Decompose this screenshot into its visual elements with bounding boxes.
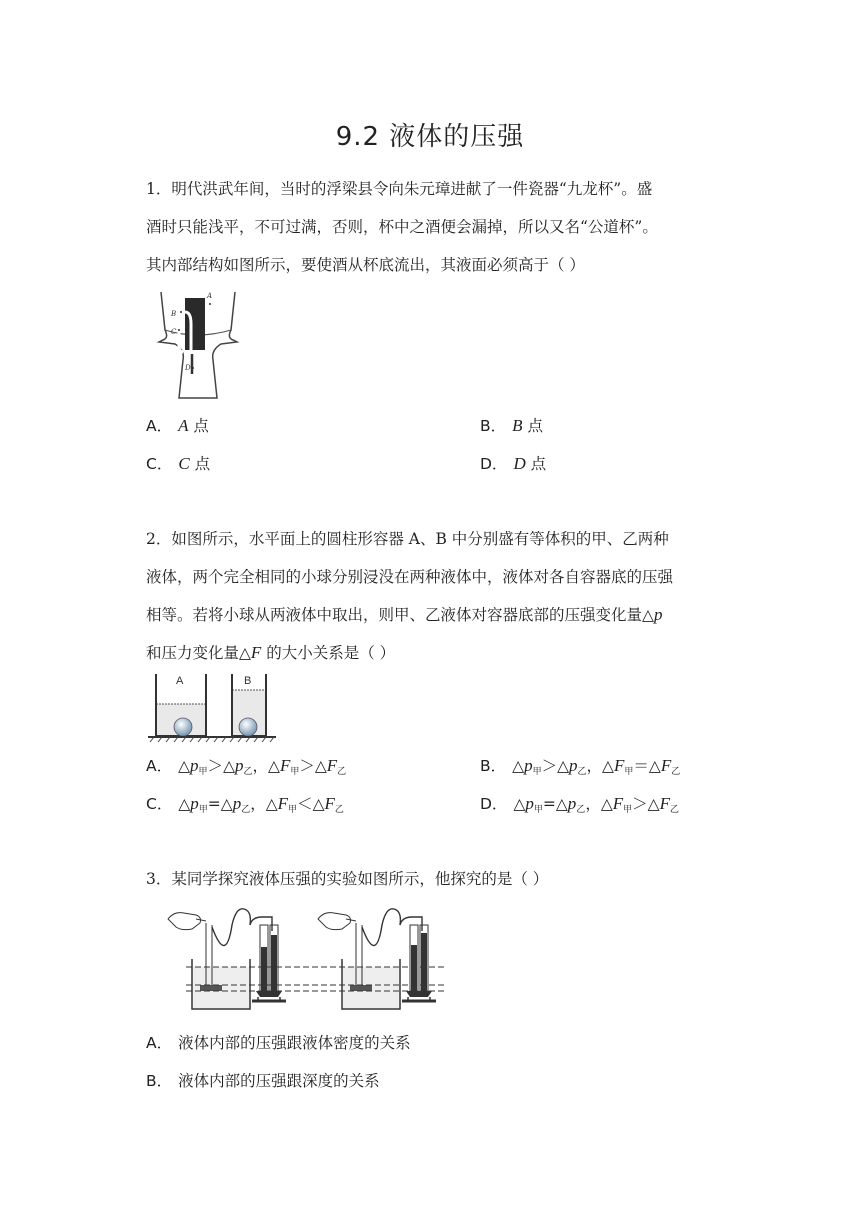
question-3-line-1: 3．某同学探究液体压强的实验如图所示，他探究的是（ ） [146, 870, 549, 888]
figure-1-label-d: D [185, 364, 191, 372]
nine-dragon-cup-figure [155, 290, 240, 402]
question-3-option-a[interactable]: A． 液体内部的压强跟液体密度的关系 [146, 1034, 411, 1052]
question-1-option-d[interactable]: D． D 点 [480, 454, 547, 473]
question-1-line-1: 1．明代洪武年间，当时的浮梁县令向朱元璋进献了一件瓷器“九龙杯”。盛 [146, 180, 653, 198]
question-2-line-1: 2．如图所示，水平面上的圆柱形容器 A、B 中分别盛有等体积的甲、乙两种 [146, 530, 669, 548]
question-2-line-3: 相等。若将小球从两液体中取出，则甲、乙液体对容器底部的压强变化量△p [146, 605, 663, 624]
page-title: 9.2 液体的压强 [335, 122, 525, 152]
question-1-option-c[interactable]: C． C 点 [146, 454, 211, 473]
question-2-line-4: 和压力变化量△F 的大小关系是（ ） [146, 643, 396, 662]
question-2-line-2: 液体，两个完全相同的小球分别浸没在两种液体中，液体对各自容器底的压强 [146, 568, 674, 586]
question-2-option-a[interactable]: A． $\triangle p_甲>\triangle p_乙$，$\triangle F_甲>\triangle F_乙$ [146, 756, 347, 777]
container-a-label: A [176, 675, 184, 687]
container-b-label: B [244, 675, 252, 687]
question-1-line-2: 酒时只能浅平，不可过满，否则，杯中之酒便会漏掉，所以又名“公道杯”。 [146, 218, 658, 236]
pressure-experiment-figure [166, 905, 466, 1015]
question-2-stem [146, 520, 746, 672]
figure-1-label-b: B [171, 310, 177, 318]
question-1-stem [146, 170, 726, 284]
question-1-line-3: 其内部结构如图所示，要使酒从杯底流出，其液面必须高于（ ） [146, 256, 585, 274]
question-3-stem [146, 860, 726, 898]
figure-1-label-a: A [207, 292, 213, 300]
question-1-option-a[interactable]: A． A 点 [146, 416, 209, 435]
containers-figure [146, 670, 281, 745]
question-1-option-b[interactable]: B． B 点 [480, 416, 543, 435]
question-2-option-c[interactable]: C． $\triangle p_甲=\triangle p_乙$，$\triangle F_甲<\triangle F_乙$ [146, 794, 344, 815]
question-2-option-b[interactable]: B． $\triangle p_甲>\triangle p_乙$，$\triangle F_甲=\triangle F_乙$ [480, 756, 681, 777]
question-2-option-d[interactable]: D． $\triangle p_甲=\triangle p_乙$，$\triangle F_甲>\triangle F_乙$ [480, 794, 679, 815]
figure-1-label-c: C [171, 328, 177, 336]
question-3-option-b[interactable]: B． 液体内部的压强跟深度的关系 [146, 1072, 380, 1090]
